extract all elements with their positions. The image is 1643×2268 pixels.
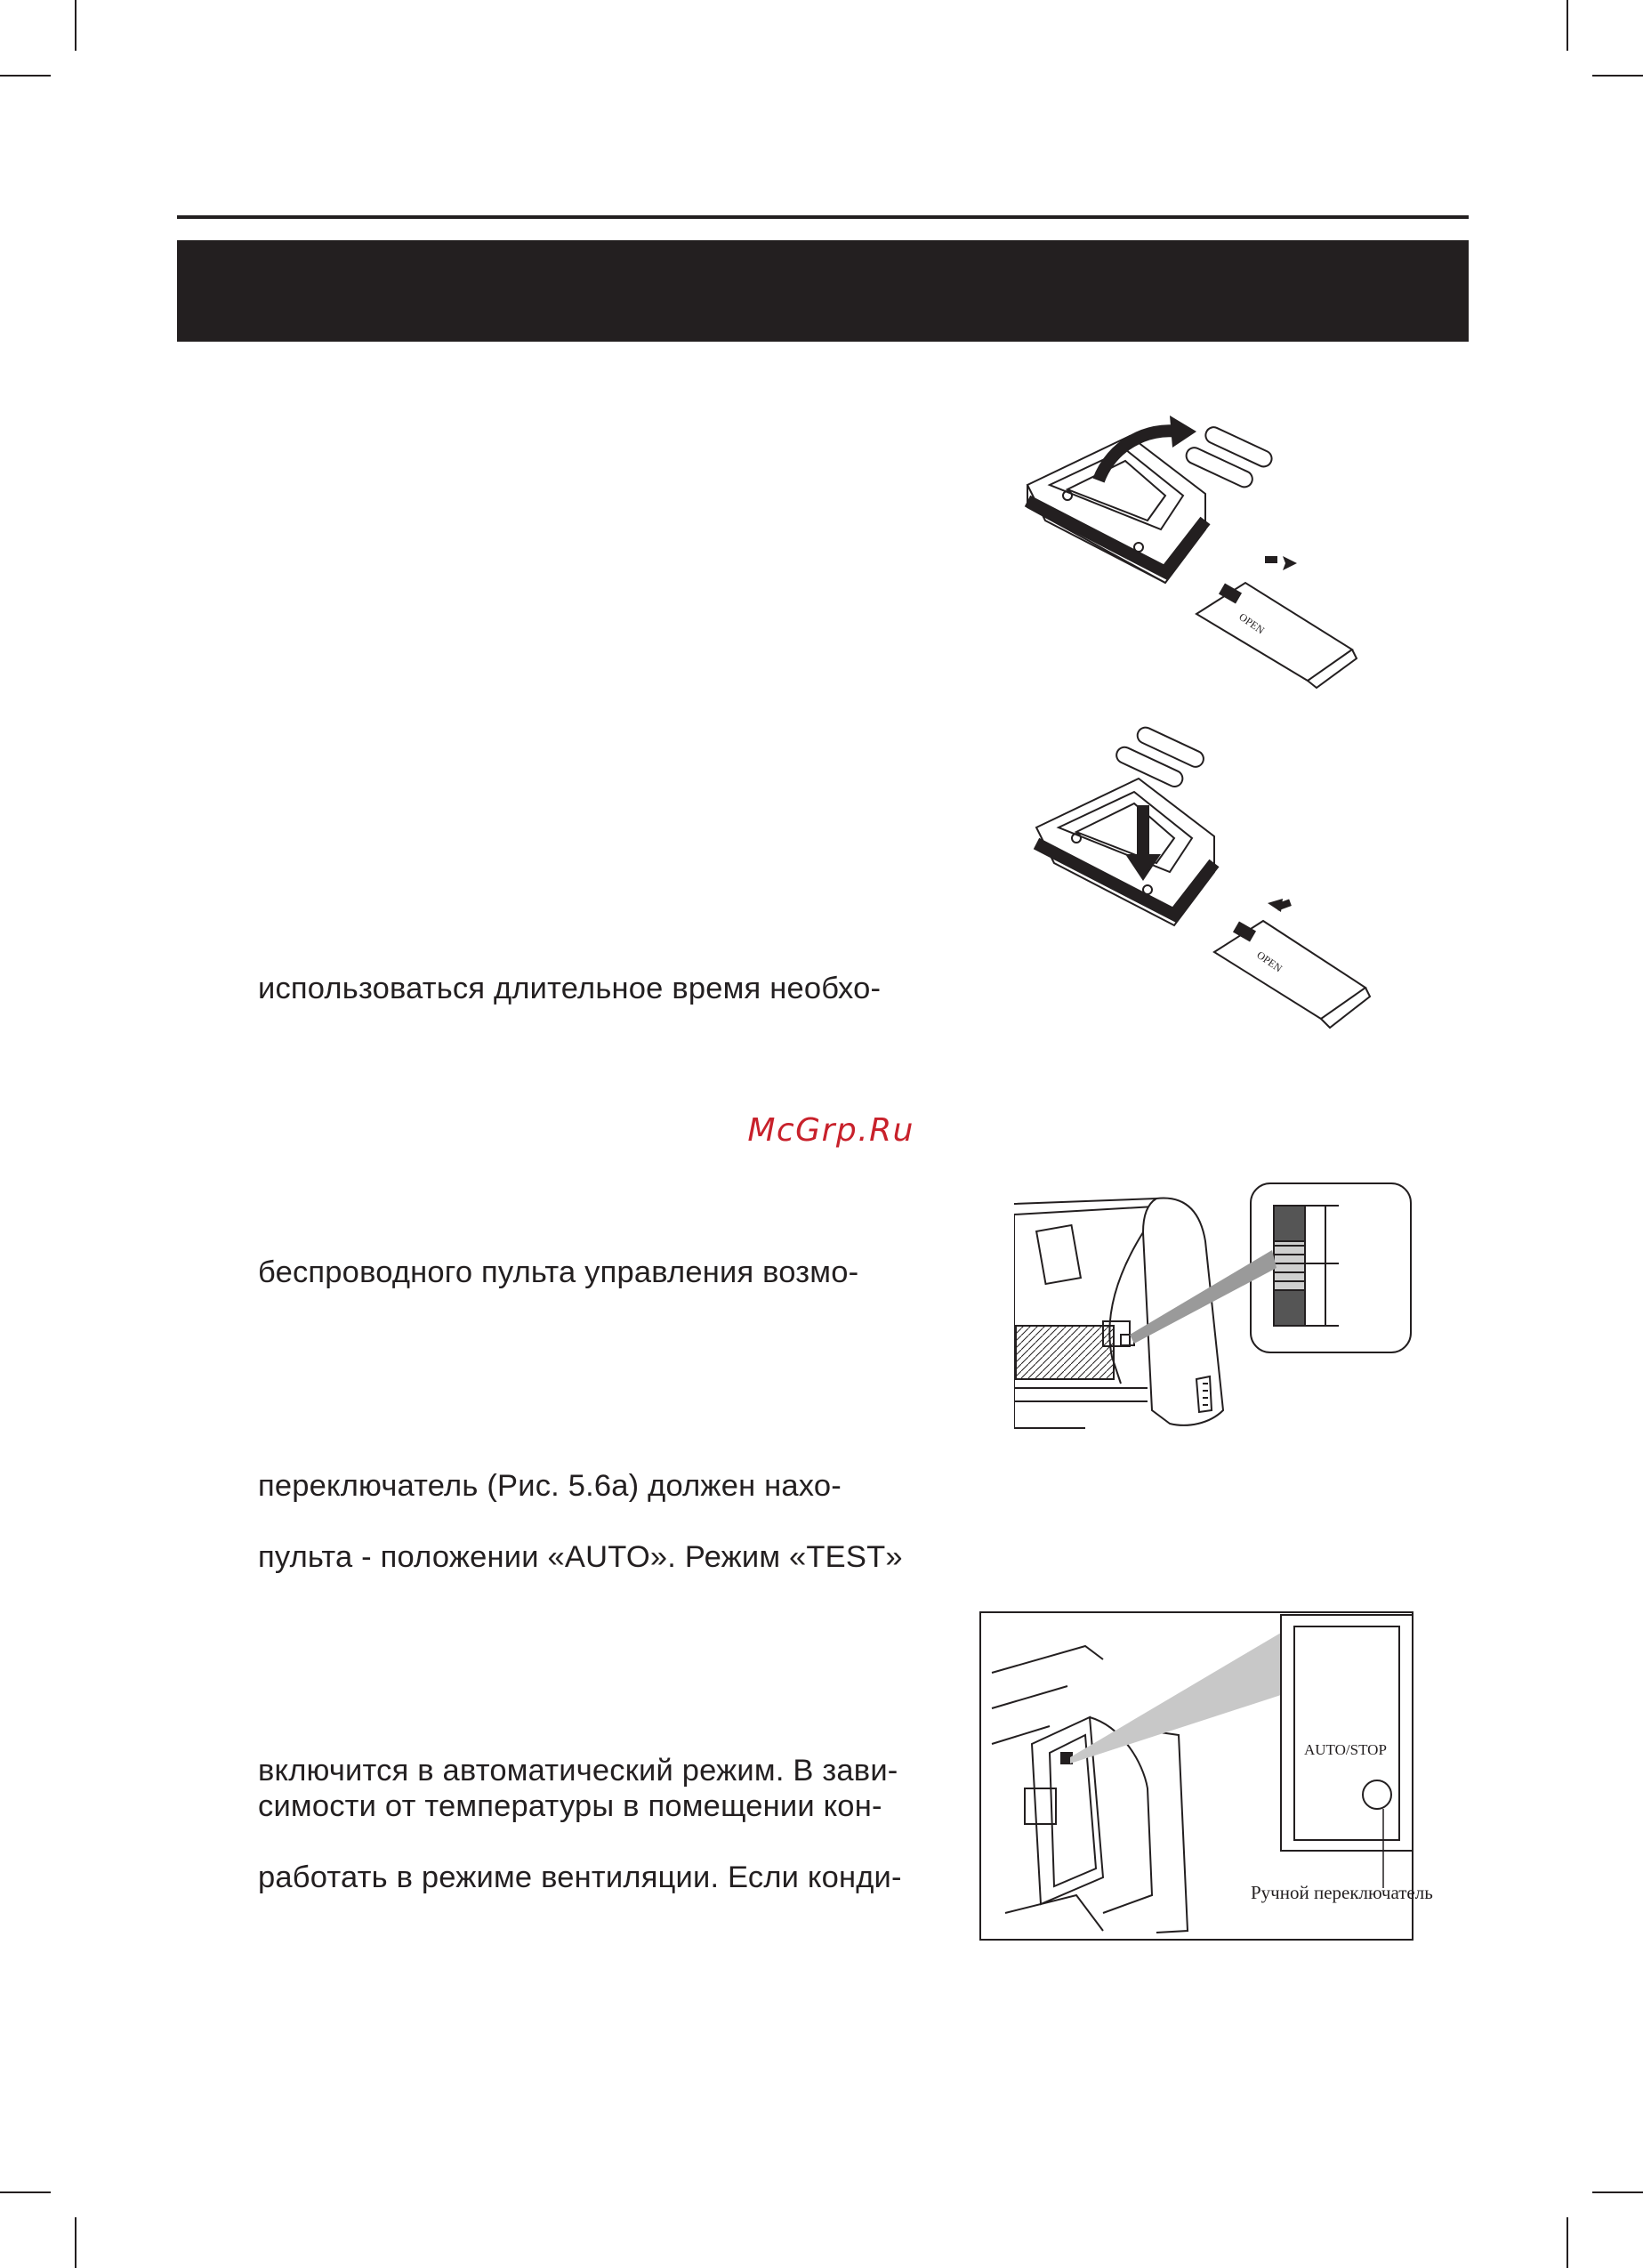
crop-mark-bottom-left-v [75, 2217, 77, 2268]
crop-mark-top-left-h [0, 75, 51, 77]
battery-cover-label-1: OPEN [1236, 609, 1267, 637]
header-rule [177, 215, 1469, 219]
figure-insert-batteries [1023, 721, 1379, 1059]
crop-mark-top-right-h [1592, 75, 1643, 77]
crop-mark-top-left-v [75, 0, 77, 51]
manual-switch-button [1363, 1780, 1391, 1809]
body-line-6: симости от температуры в помещении кон- [258, 1789, 882, 1823]
figure-indoor-unit-switch [1014, 1179, 1414, 1437]
body-line-2: беспроводного пульта управления возмо- [258, 1255, 859, 1289]
crop-mark-bottom-right-v [1566, 2217, 1568, 2268]
remote-battery-illustration-1 [1014, 396, 1370, 690]
watermark-text: McGrp.Ru [747, 1112, 914, 1149]
body-line-7: работать в режиме вентиляции. Если конди- [258, 1860, 902, 1894]
body-line-5: включится в автоматический режим. В зави- [258, 1754, 898, 1788]
body-line-4: пульта - положении «AUTO». Режим «TEST» [258, 1540, 903, 1574]
auto-stop-label: AUTO/STOP [1304, 1741, 1387, 1758]
battery-cover-label-2: OPEN [1254, 948, 1285, 975]
manual-switch-caption: Ручной переключатель [1251, 1882, 1433, 1903]
crop-mark-bottom-left-h [0, 2191, 51, 2193]
auto-stop-illustration [979, 1610, 1477, 1944]
figure-remove-batteries [1014, 396, 1370, 690]
section-banner [177, 240, 1469, 342]
indoor-unit-switch-illustration [1014, 1179, 1414, 1437]
body-line-1: использоваться длительное время необхо- [258, 972, 882, 1005]
remote-battery-illustration-2 [1023, 721, 1379, 1059]
body-line-3: переключатель (Рис. 5.6а) должен нахо- [258, 1469, 842, 1503]
crop-mark-bottom-right-h [1592, 2191, 1643, 2193]
crop-mark-top-right-v [1566, 0, 1568, 51]
figure-auto-stop-switch [979, 1610, 1477, 1944]
